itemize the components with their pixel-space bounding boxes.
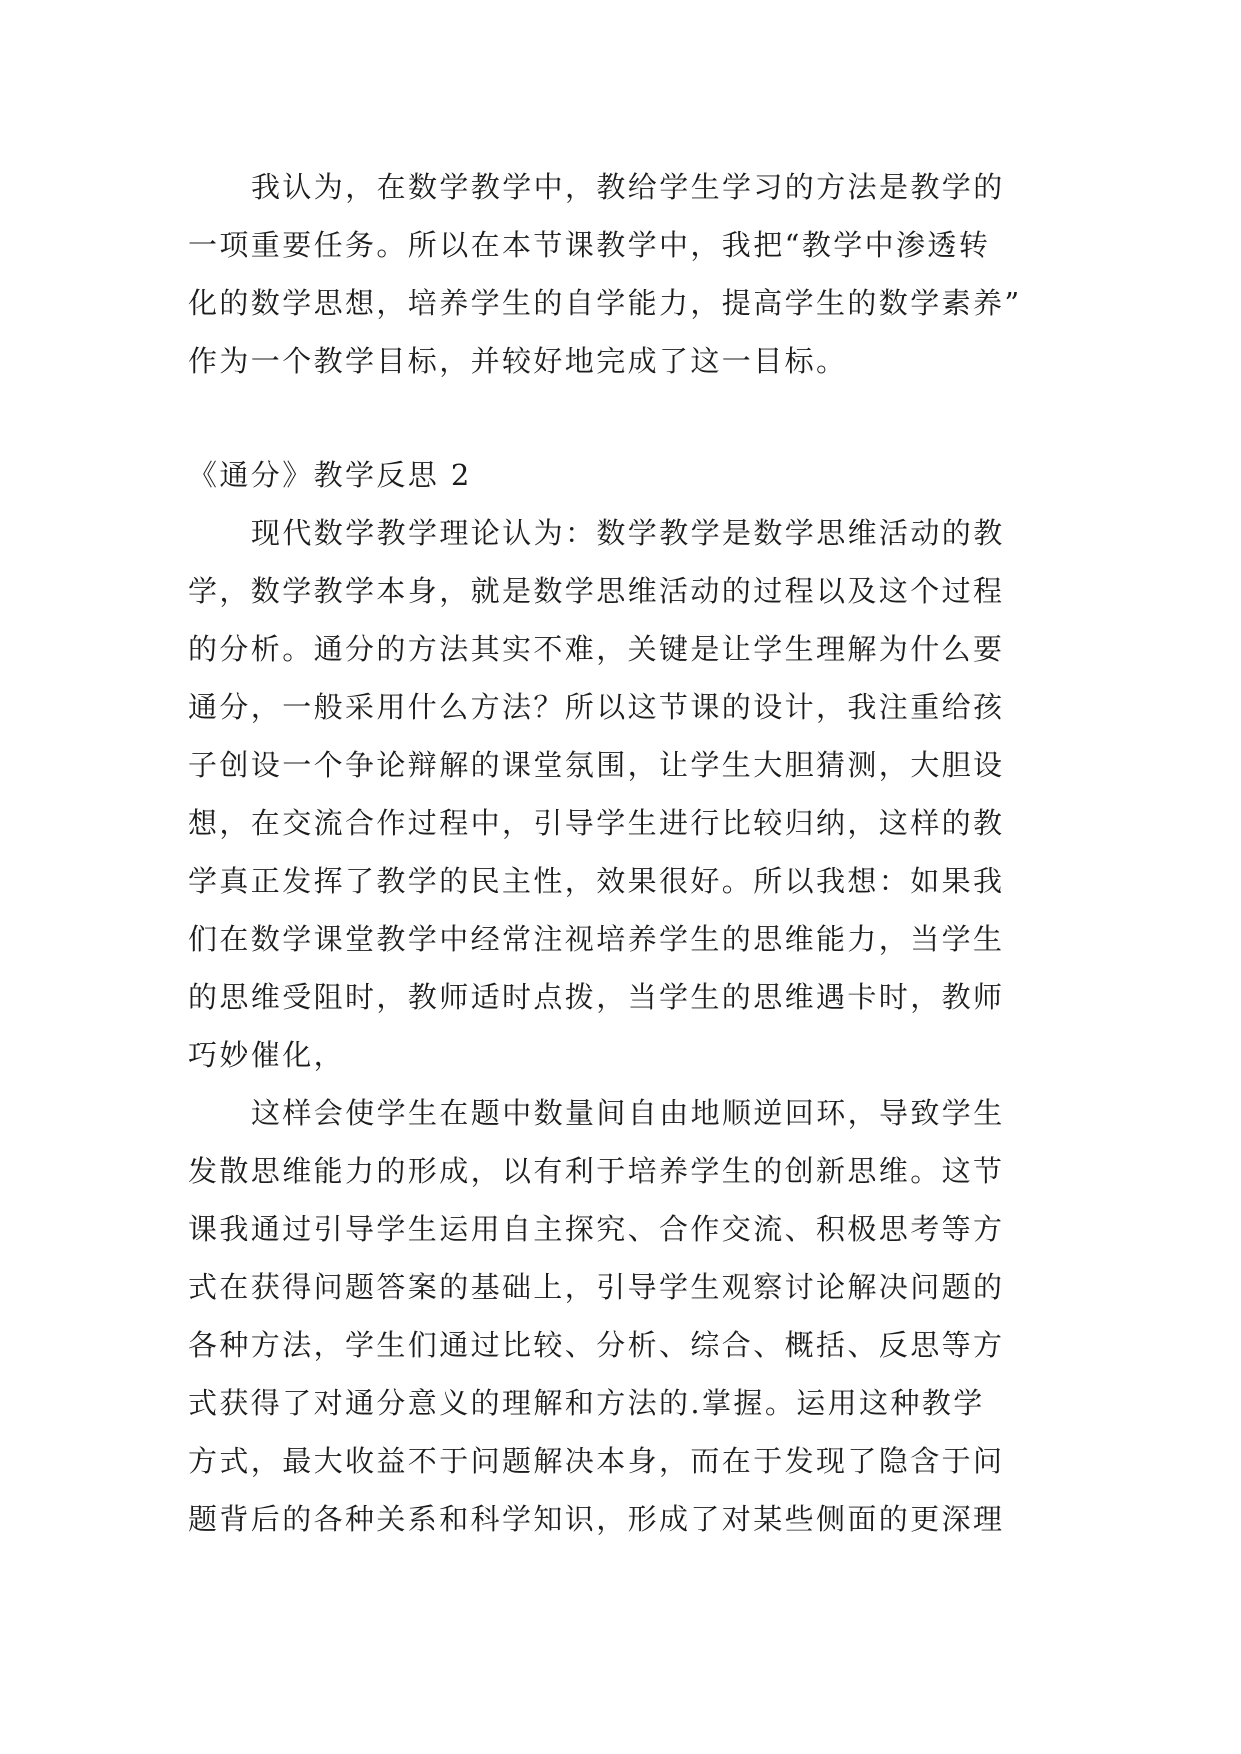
text-line: 课我通过引导学生运用自主探究、合作交流、积极思考等方: [188, 1212, 1005, 1246]
text-line: 式在获得问题答案的基础上，引导学生观察讨论解决问题的: [188, 1270, 1005, 1304]
text-line: 式获得了对通分意义的理解和方法的.掌握。运用这种教学: [188, 1386, 985, 1420]
text-line: 通分，一般采用什么方法？所以这节课的设计，我注重给孩: [188, 690, 1005, 724]
text-line: 子创设一个争论辩解的课堂氛围，让学生大胆猜测，大胆设: [188, 748, 1005, 782]
text-line: 巧妙催化，: [188, 1038, 346, 1072]
text-line: 的分析。通分的方法其实不难，关键是让学生理解为什么要: [188, 632, 1005, 666]
text-line: 化的数学思想，培养学生的自学能力，提高学生的数学素养”: [188, 286, 1022, 320]
section-heading: 《通分》教学反思 2: [188, 458, 472, 492]
text-line: 学，数学教学本身，就是数学思维活动的过程以及这个过程: [188, 574, 1005, 608]
text-line: 方式，最大收益不于问题解决本身，而在于发现了隐含于问: [188, 1444, 1005, 1478]
text-line: 的思维受阻时，教师适时点拨，当学生的思维遇卡时，教师: [188, 980, 1005, 1014]
text-line: 学真正发挥了教学的民主性，效果很好。所以我想：如果我: [188, 864, 1005, 898]
text-line: 想，在交流合作过程中，引导学生进行比较归纳，这样的教: [188, 806, 1005, 840]
text-line: 题背后的各种关系和科学知识，形成了对某些侧面的更深理: [188, 1502, 1005, 1536]
text-line: 这样会使学生在题中数量间自由地顺逆回环，导致学生: [251, 1096, 1005, 1130]
text-line: 作为一个教学目标，并较好地完成了这一目标。: [188, 344, 848, 378]
text-line: 各种方法，学生们通过比较、分析、综合、概括、反思等方: [188, 1328, 1005, 1362]
text-line: 我认为，在数学教学中，教给学生学习的方法是教学的: [251, 170, 1005, 204]
text-line: 们在数学课堂教学中经常注视培养学生的思维能力，当学生: [188, 922, 1005, 956]
text-line: 发散思维能力的形成，以有利于培养学生的创新思维。这节: [188, 1154, 1005, 1188]
text-line: 一项重要任务。所以在本节课教学中，我把“教学中渗透转: [188, 228, 991, 262]
text-line: 现代数学教学理论认为：数学教学是数学思维活动的教: [251, 516, 1005, 550]
